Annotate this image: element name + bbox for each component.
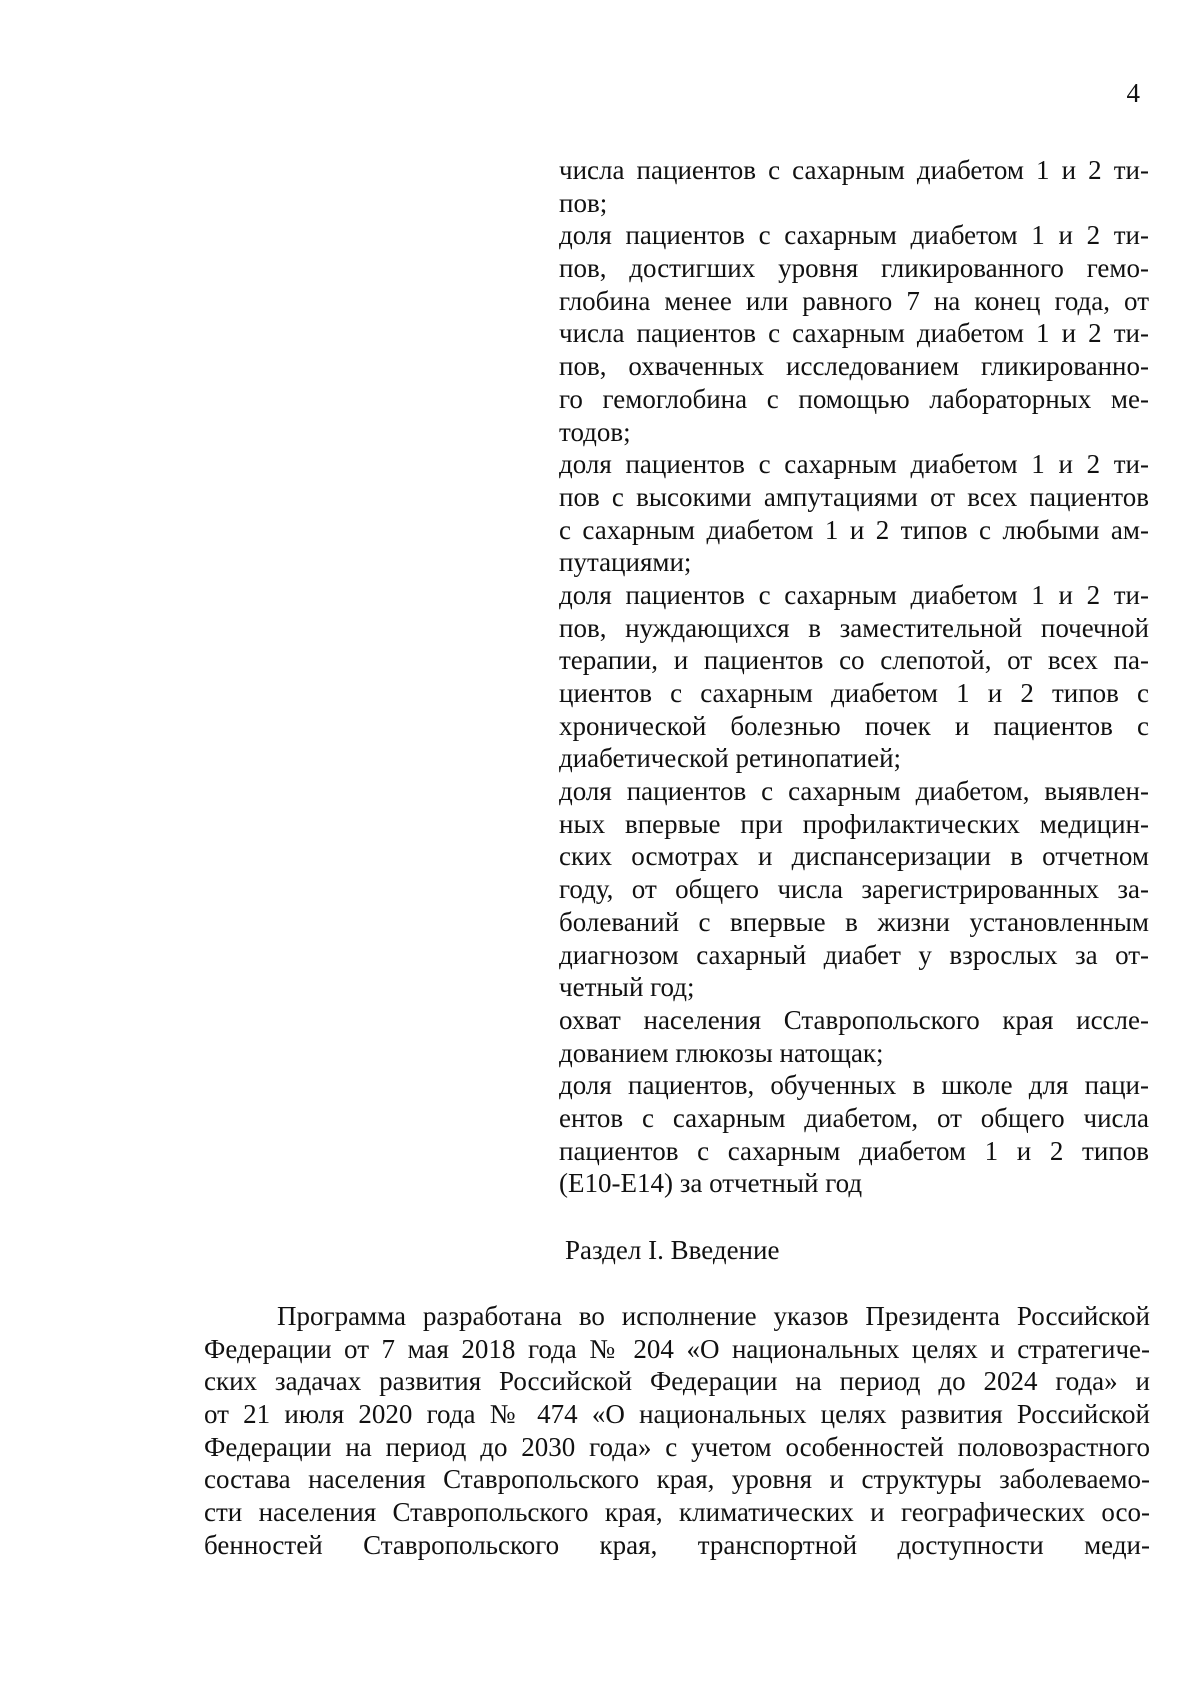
- indicator-text-line: доля пациентов, обученных в школе для паци-: [559, 1070, 1149, 1101]
- indicator-text-line: охват населения Ставропольского края иссле-: [559, 1004, 1149, 1035]
- paragraph-text-line: от 21 июля 2020 года № 474 «О национальных целях развития Российской: [204, 1399, 1150, 1430]
- paragraph-text-line: Программа разработана во исполнение указов Президента Российской: [277, 1301, 1150, 1331]
- indicator-text-line: году, от общего числа зарегистрированных за-: [559, 874, 1149, 905]
- indicator-text-line: доля пациентов с сахарным диабетом, выявлен-: [559, 776, 1149, 807]
- indicator-text-line: числа пациентов с сахарным диабетом 1 и 2 ти-: [559, 155, 1149, 185]
- indicator-text-line: доля пациентов с сахарным диабетом 1 и 2 ти-: [559, 579, 1149, 610]
- indicator-text-line: ских осмотрах и диспансеризации в отчетном: [559, 841, 1149, 872]
- page-number: 4: [1126, 78, 1140, 108]
- paragraph-text-line: состава населения Ставропольского края, уровня и структуры заболеваемо-: [204, 1464, 1150, 1495]
- indicator-text-line: диагнозом сахарный диабет у взрослых за от-: [559, 939, 1149, 970]
- indicator-text-line: пов, охваченных исследованием гликированно-: [559, 351, 1149, 382]
- indicator-text-line: числа пациентов с сахарным диабетом 1 и 2 ти-: [559, 318, 1149, 349]
- indicator-text-line: пациентов с сахарным диабетом 1 и 2 типов: [559, 1135, 1149, 1166]
- paragraph-text-line: сти населения Ставропольского края, климатических и географических осо-: [204, 1497, 1150, 1528]
- indicator-text-line: (Е10-Е14) за отчетный год: [559, 1168, 863, 1199]
- paragraph-text-line: бенностей Ставропольского края, транспортной доступности меди-: [204, 1529, 1150, 1560]
- indicator-text-line: го гемоглобина с помощью лабораторных ме-: [559, 383, 1149, 414]
- indicator-text-line: болеваний с впервые в жизни установленным: [559, 906, 1149, 937]
- introduction-paragraph: [204, 1300, 1150, 1562]
- indicator-text-line: четный год;: [559, 972, 695, 1003]
- paragraph-text-line: Федерации от 7 мая 2018 года № 204 «О национальных целях и стратегиче-: [204, 1333, 1150, 1364]
- paragraph-text-line: Федерации на период до 2030 года» с учетом особенностей половозрастного: [204, 1431, 1150, 1462]
- indicator-text-line: хронической болезнью почек и пациентов с: [559, 710, 1149, 741]
- indicator-text-line: пов с высокими ампутациями от всех пациентов: [559, 481, 1149, 512]
- indicator-text-line: терапии, и пациентов со слепотой, от всех па-: [559, 645, 1149, 676]
- indicator-text-line: тодов;: [559, 416, 631, 447]
- indicator-text-line: дованием глюкозы натощак;: [559, 1037, 884, 1068]
- indicator-text-line: пов, нуждающихся в заместительной почечной: [559, 612, 1149, 643]
- indicator-text-line: диабетической ретинопатией;: [559, 743, 902, 774]
- indicator-text-line: пов, достигших уровня гликированного гемо-: [559, 253, 1149, 284]
- indicator-text-line: глобина менее или равного 7 на конец года, от: [559, 285, 1149, 316]
- paragraph-text-line: ских задачах развития Российской Федерации на период до 2024 года» и: [204, 1366, 1150, 1397]
- indicator-text-line: доля пациентов с сахарным диабетом 1 и 2 ти-: [559, 449, 1149, 480]
- indicator-text-line: доля пациентов с сахарным диабетом 1 и 2 ти-: [559, 220, 1149, 251]
- indicator-text-line: ентов с сахарным диабетом, от общего числа: [559, 1102, 1149, 1133]
- section-heading: Раздел I. Введение: [565, 1235, 780, 1265]
- indicator-text-line: циентов с сахарным диабетом 1 и 2 типов с: [559, 678, 1149, 708]
- indicator-text-line: пов;: [559, 187, 608, 218]
- indicator-text-line: с сахарным диабетом 1 и 2 типов с любыми ам-: [559, 514, 1149, 545]
- indicator-text-line: путациями;: [559, 547, 692, 578]
- indicator-text-line: ных впервые при профилактических медицин-: [559, 808, 1149, 839]
- indicator-list-column: [559, 154, 1149, 1200]
